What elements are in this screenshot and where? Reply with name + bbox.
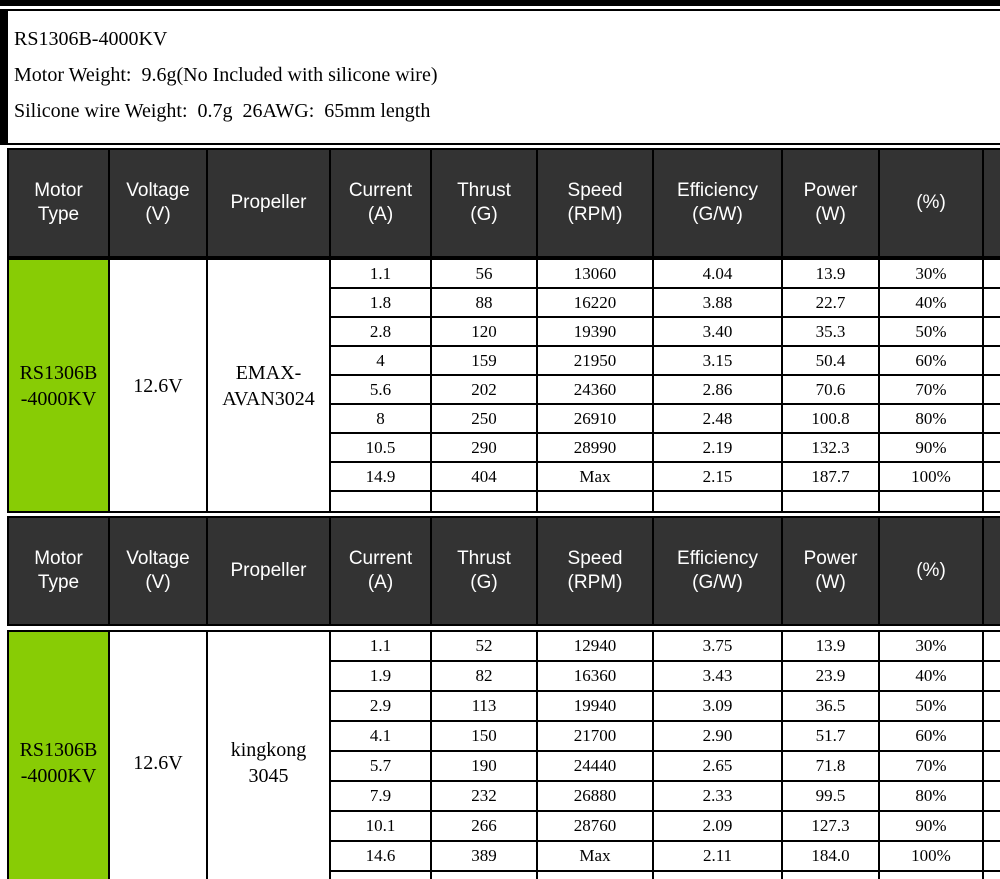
- cutoff-cell: [984, 782, 1000, 810]
- col-header-thrust-text: (G): [470, 572, 498, 593]
- table-cell-text: 30%: [915, 263, 947, 283]
- col-header-motor-type-text: Motor: [34, 548, 83, 569]
- table-cell-text: 10.5: [365, 437, 396, 457]
- motor-weight-line: Motor Weight: 9.6g(No Included with silicone wire): [14, 64, 438, 86]
- table-cell: [654, 662, 781, 690]
- table-cell: [880, 347, 982, 374]
- col-header-cutoff: [984, 518, 1000, 624]
- empty-cell: [783, 492, 878, 511]
- table-cell-text: 71.8: [815, 756, 846, 775]
- table-cell-text: 3.40: [702, 321, 733, 341]
- table-cell-text: 2.9: [369, 696, 392, 715]
- table-cell-text: 21700: [573, 726, 617, 745]
- table-cell-text: 100%: [911, 846, 951, 865]
- table-body-1: [7, 258, 1000, 513]
- motor-type-cell: [9, 260, 108, 511]
- propeller-cell-text: AVAN3024: [222, 387, 315, 410]
- table-cell-text: 7.9: [369, 786, 392, 805]
- propeller-cell: [208, 260, 329, 511]
- table-cell: [783, 692, 878, 720]
- table-cell: [538, 376, 652, 403]
- col-header-motor-type-text: Type: [37, 572, 80, 593]
- table-cell: [538, 405, 652, 432]
- table-cell-text: 28760: [573, 816, 617, 835]
- table-cell-text: 2.33: [702, 786, 733, 805]
- table-cell-text: 19390: [573, 321, 617, 341]
- col-header-motor-type: [9, 518, 108, 624]
- table-cell-text: 4.04: [702, 263, 733, 283]
- table-cell-text: 70.6: [815, 379, 846, 399]
- cutoff-cell: [984, 722, 1000, 750]
- table-cell-text: 16220: [573, 292, 617, 312]
- table-cell: [654, 782, 781, 810]
- motor-type-cell-text: -4000KV: [20, 387, 97, 410]
- motor-model-title: RS1306B-4000KV: [14, 28, 168, 50]
- table-header-row-2: [7, 516, 1000, 626]
- table-cell: [538, 289, 652, 316]
- col-header-power-text: (W): [815, 204, 846, 225]
- voltage-cell: [110, 260, 206, 511]
- table-cell: [783, 812, 878, 840]
- table-cell: [880, 752, 982, 780]
- table-cell: [331, 289, 430, 316]
- table-cell: [783, 434, 878, 461]
- table-cell: [538, 632, 652, 660]
- table-cell: [654, 463, 781, 490]
- table-cell-text: 30%: [915, 636, 947, 655]
- table-cell: [654, 434, 781, 461]
- table-cell-text: 120: [471, 321, 497, 341]
- col-header-power: [783, 150, 878, 256]
- cutoff-cell: [984, 662, 1000, 690]
- table-cell-text: 1.1: [369, 636, 392, 655]
- table-cell: [880, 434, 982, 461]
- table-cell: [432, 632, 536, 660]
- col-header-current: [331, 518, 430, 624]
- table-cell: [538, 782, 652, 810]
- table-cell-text: 40%: [915, 292, 947, 312]
- col-header-percent-text: (%): [916, 560, 946, 581]
- table-cell: [783, 632, 878, 660]
- table-cell-text: 2.86: [702, 379, 733, 399]
- col-header-speed-text: (RPM): [567, 204, 623, 225]
- col-header-percent: [880, 150, 982, 256]
- cutoff-cell: [984, 405, 1000, 432]
- table-cell-text: 2.15: [702, 466, 733, 486]
- col-header-efficiency-text: Efficiency: [677, 180, 758, 201]
- table-cell-text: 3.43: [702, 666, 733, 685]
- table-cell: [880, 662, 982, 690]
- empty-cell: [984, 872, 1000, 879]
- col-header-current-text: Current: [348, 548, 413, 569]
- table-cell: [432, 662, 536, 690]
- table-cell-text: 3.88: [702, 292, 733, 312]
- table-cell: [432, 692, 536, 720]
- table-cell: [880, 376, 982, 403]
- propeller-cell-text: 3045: [248, 764, 289, 787]
- table-cell-text: 2.11: [702, 846, 733, 865]
- table-cell: [880, 463, 982, 490]
- col-header-current-text: (A): [367, 204, 394, 225]
- table-cell-text: Max: [579, 466, 611, 486]
- table-cell: [331, 632, 430, 660]
- table-cell-text: 5.7: [369, 756, 392, 775]
- table-cell: [538, 812, 652, 840]
- table-cell: [331, 662, 430, 690]
- empty-cell: [432, 492, 536, 511]
- col-header-current-text: Current: [348, 180, 413, 201]
- cutoff-cell: [984, 318, 1000, 345]
- cutoff-cell: [984, 632, 1000, 660]
- col-header-speed: [538, 518, 652, 624]
- motor-type-cell: [9, 632, 108, 879]
- table-cell-text: 35.3: [815, 321, 846, 341]
- table-cell-text: 1.8: [369, 292, 392, 312]
- table-cell-text: 28990: [573, 437, 617, 457]
- table-cell-text: 202: [471, 379, 497, 399]
- empty-cell: [880, 492, 982, 511]
- propeller-cell-text: kingkong: [230, 738, 307, 761]
- table-cell-text: 100%: [911, 466, 951, 486]
- table-cell: [880, 405, 982, 432]
- empty-cell: [984, 492, 1000, 511]
- empty-cell: [654, 492, 781, 511]
- table-cell-text: 127.3: [811, 816, 850, 835]
- table-cell-text: 22.7: [815, 292, 846, 312]
- table-cell-text: 2.19: [702, 437, 733, 457]
- table-cell-text: 56: [475, 263, 493, 283]
- col-header-propeller: [208, 518, 329, 624]
- table-cell: [654, 347, 781, 374]
- table-cell: [331, 782, 430, 810]
- col-header-efficiency: [654, 150, 781, 256]
- col-header-power-text: (W): [815, 572, 846, 593]
- col-header-thrust-text: Thrust: [457, 180, 511, 201]
- col-header-power-text: Power: [803, 180, 858, 201]
- table-cell-text: 21950: [573, 350, 617, 370]
- table-cell: [783, 842, 878, 870]
- empty-cell: [880, 872, 982, 879]
- empty-cell: [432, 872, 536, 879]
- table-cell-text: 250: [471, 408, 497, 428]
- top-border-bar: [0, 0, 1000, 6]
- empty-cell: [331, 492, 430, 511]
- table-cell: [880, 692, 982, 720]
- col-header-cutoff: [984, 150, 1000, 256]
- empty-cell: [538, 872, 652, 879]
- table-cell: [783, 752, 878, 780]
- cutoff-cell: [984, 463, 1000, 490]
- col-header-efficiency-text: (G/W): [692, 572, 743, 593]
- voltage-cell-text: 12.6V: [133, 751, 183, 774]
- table-cell-text: 4: [376, 350, 385, 370]
- table-cell: [880, 260, 982, 287]
- table-cell-text: 3.75: [702, 636, 733, 655]
- table-cell-text: 70%: [915, 756, 947, 775]
- table-cell: [432, 347, 536, 374]
- table-cell: [432, 289, 536, 316]
- table-cell: [783, 463, 878, 490]
- table-cell: [654, 260, 781, 287]
- table-cell-text: 80%: [915, 786, 947, 805]
- table-cell: [538, 692, 652, 720]
- table-cell: [331, 722, 430, 750]
- table-cell: [654, 692, 781, 720]
- table-cell: [538, 318, 652, 345]
- table-cell-text: 36.5: [815, 696, 846, 715]
- table-cell-text: 232: [471, 786, 497, 805]
- table-cell: [538, 722, 652, 750]
- table-cell: [538, 752, 652, 780]
- col-header-speed: [538, 150, 652, 256]
- table-cell: [432, 752, 536, 780]
- table-cell-text: 70%: [915, 379, 947, 399]
- voltage-cell: [110, 632, 206, 879]
- table-cell: [783, 405, 878, 432]
- table-cell: [880, 842, 982, 870]
- table-cell-text: 10.1: [365, 816, 396, 835]
- table-cell: [538, 260, 652, 287]
- col-header-thrust: [432, 518, 536, 624]
- table-cell-text: 99.5: [815, 786, 846, 805]
- table-cell-text: 88: [475, 292, 493, 312]
- table-cell-text: 90%: [915, 437, 947, 457]
- table-cell: [538, 842, 652, 870]
- table-cell-text: 13060: [573, 263, 617, 283]
- table-cell-text: 266: [471, 816, 497, 835]
- table-cell-text: 50%: [915, 321, 947, 341]
- col-header-motor-type-text: Motor: [34, 180, 83, 201]
- table-cell-text: 404: [471, 466, 497, 486]
- cutoff-cell: [984, 692, 1000, 720]
- table-cell: [880, 632, 982, 660]
- col-header-power-text: Power: [803, 548, 858, 569]
- motor-type-cell-text: RS1306B: [19, 361, 98, 384]
- table-cell: [432, 722, 536, 750]
- table-body-2: [7, 630, 1000, 879]
- table-cell-text: 150: [471, 726, 497, 745]
- table-cell: [432, 812, 536, 840]
- table-cell: [783, 260, 878, 287]
- voltage-cell-text: 12.6V: [133, 374, 183, 397]
- table-cell-text: 26910: [573, 408, 617, 428]
- table-cell: [654, 812, 781, 840]
- table-cell: [654, 842, 781, 870]
- table-cell-text: 90%: [915, 816, 947, 835]
- table-cell: [331, 842, 430, 870]
- table-cell: [783, 347, 878, 374]
- col-header-thrust: [432, 150, 536, 256]
- table-cell-text: 14.6: [365, 846, 396, 865]
- table-cell-text: 16360: [573, 666, 617, 685]
- col-header-current: [331, 150, 430, 256]
- table-cell-text: 1.9: [369, 666, 392, 685]
- table-cell: [783, 318, 878, 345]
- table-cell: [331, 405, 430, 432]
- table-cell-text: 82: [475, 666, 493, 685]
- motor-type-cell-text: RS1306B: [19, 738, 98, 761]
- table-cell: [654, 752, 781, 780]
- table-cell-text: 2.48: [702, 408, 733, 428]
- table-cell-text: Max: [579, 846, 611, 865]
- table-cell-text: 60%: [915, 726, 947, 745]
- cutoff-cell: [984, 289, 1000, 316]
- table-cell-text: 19940: [573, 696, 617, 715]
- motor-type-cell-text: -4000KV: [20, 764, 97, 787]
- table-cell-text: 52: [475, 636, 493, 655]
- table-header-row-1: [7, 148, 1000, 258]
- table-cell: [331, 434, 430, 461]
- table-cell-text: 13.9: [815, 636, 846, 655]
- table-cell-text: 50%: [915, 696, 947, 715]
- table-cell-text: 2.90: [702, 726, 733, 745]
- table-cell-text: 51.7: [815, 726, 846, 745]
- table-cell-text: 2.09: [702, 816, 733, 835]
- table-cell: [432, 842, 536, 870]
- col-header-percent-text: (%): [916, 192, 946, 213]
- col-header-voltage: [110, 150, 206, 256]
- table-cell: [654, 722, 781, 750]
- cutoff-cell: [984, 376, 1000, 403]
- table-cell-text: 40%: [915, 666, 947, 685]
- col-header-thrust-text: (G): [470, 204, 498, 225]
- table-cell-text: 14.9: [365, 466, 396, 486]
- table-cell-text: 5.6: [369, 379, 392, 399]
- table-cell-text: 4.1: [369, 726, 392, 745]
- table-cell-text: 50.4: [815, 350, 846, 370]
- table-cell: [432, 376, 536, 403]
- table-cell-text: 24360: [573, 379, 617, 399]
- col-header-thrust-text: Thrust: [457, 548, 511, 569]
- table-cell-text: 23.9: [815, 666, 846, 685]
- table-cell-text: 80%: [915, 408, 947, 428]
- empty-cell: [538, 492, 652, 511]
- col-header-propeller-text: Propeller: [230, 560, 307, 581]
- table-cell-text: 159: [471, 350, 497, 370]
- table-cell: [783, 782, 878, 810]
- table-cell: [538, 434, 652, 461]
- col-header-voltage: [110, 518, 206, 624]
- table-cell: [654, 632, 781, 660]
- col-header-current-text: (A): [367, 572, 394, 593]
- table-cell: [331, 463, 430, 490]
- table-cell: [654, 289, 781, 316]
- table-cell: [538, 463, 652, 490]
- col-header-speed-text: (RPM): [567, 572, 623, 593]
- table-cell-text: 24440: [573, 756, 617, 775]
- table-cell-text: 3.09: [702, 696, 733, 715]
- empty-cell: [331, 872, 430, 879]
- table-cell: [783, 662, 878, 690]
- table-cell: [880, 812, 982, 840]
- col-header-efficiency-text: (G/W): [692, 204, 743, 225]
- table-cell: [331, 752, 430, 780]
- col-header-efficiency: [654, 518, 781, 624]
- table-cell: [432, 260, 536, 287]
- table-cell-text: 132.3: [811, 437, 850, 457]
- table-cell-text: 8: [376, 408, 385, 428]
- table-cell-text: 290: [471, 437, 497, 457]
- table-cell-text: 13.9: [815, 263, 846, 283]
- propeller-cell-text: EMAX-: [235, 361, 302, 384]
- table-cell: [880, 318, 982, 345]
- table-cell-text: 190: [471, 756, 497, 775]
- table-cell-text: 389: [471, 846, 497, 865]
- table-cell: [783, 722, 878, 750]
- table-cell: [880, 782, 982, 810]
- table-cell: [880, 289, 982, 316]
- table-cell: [432, 782, 536, 810]
- col-header-motor-type: [9, 150, 108, 256]
- table-cell: [432, 463, 536, 490]
- table-cell-text: 100.8: [811, 408, 850, 428]
- table-cell: [538, 347, 652, 374]
- table-cell-text: 60%: [915, 350, 947, 370]
- col-header-motor-type-text: Type: [37, 204, 80, 225]
- table-cell-text: 2.65: [702, 756, 733, 775]
- table-cell: [331, 260, 430, 287]
- table-cell: [783, 376, 878, 403]
- col-header-efficiency-text: Efficiency: [677, 548, 758, 569]
- col-header-percent: [880, 518, 982, 624]
- table-cell-text: 187.7: [811, 466, 850, 486]
- cutoff-cell: [984, 752, 1000, 780]
- table-cell: [432, 405, 536, 432]
- col-header-speed-text: Speed: [567, 180, 623, 201]
- col-header-speed-text: Speed: [567, 548, 623, 569]
- cutoff-cell: [984, 260, 1000, 287]
- cutoff-cell: [984, 347, 1000, 374]
- table-cell: [432, 434, 536, 461]
- table-cell: [538, 662, 652, 690]
- table-cell: [331, 318, 430, 345]
- cutoff-cell: [984, 812, 1000, 840]
- wire-weight-line: Silicone wire Weight: 0.7g 26AWG: 65mm length: [14, 100, 431, 122]
- col-header-voltage-text: Voltage: [126, 180, 190, 201]
- table-cell-text: 3.15: [702, 350, 733, 370]
- table-cell-text: 26880: [573, 786, 617, 805]
- col-header-voltage-text: Voltage: [126, 548, 190, 569]
- propeller-cell: [208, 632, 329, 879]
- cutoff-cell: [984, 842, 1000, 870]
- table-cell: [331, 812, 430, 840]
- col-header-propeller-text: Propeller: [230, 192, 307, 213]
- table-cell: [880, 722, 982, 750]
- table-cell-text: 113: [471, 696, 497, 715]
- col-header-voltage-text: (V): [145, 204, 171, 225]
- table-cell-text: 184.0: [811, 846, 850, 865]
- table-cell-text: 1.1: [369, 263, 392, 283]
- table-cell-text: 2.8: [369, 321, 392, 341]
- table-cell: [654, 405, 781, 432]
- table-cell: [654, 318, 781, 345]
- table-cell: [654, 376, 781, 403]
- table-cell: [783, 289, 878, 316]
- col-header-propeller: [208, 150, 329, 256]
- cutoff-cell: [984, 434, 1000, 461]
- empty-cell: [783, 872, 878, 879]
- col-header-power: [783, 518, 878, 624]
- motor-info-box: [0, 9, 1000, 145]
- col-header-voltage-text: (V): [145, 572, 171, 593]
- empty-cell: [654, 872, 781, 879]
- table-cell: [331, 692, 430, 720]
- table-cell: [331, 347, 430, 374]
- table-cell: [331, 376, 430, 403]
- table-cell: [432, 318, 536, 345]
- table-cell-text: 12940: [573, 636, 617, 655]
